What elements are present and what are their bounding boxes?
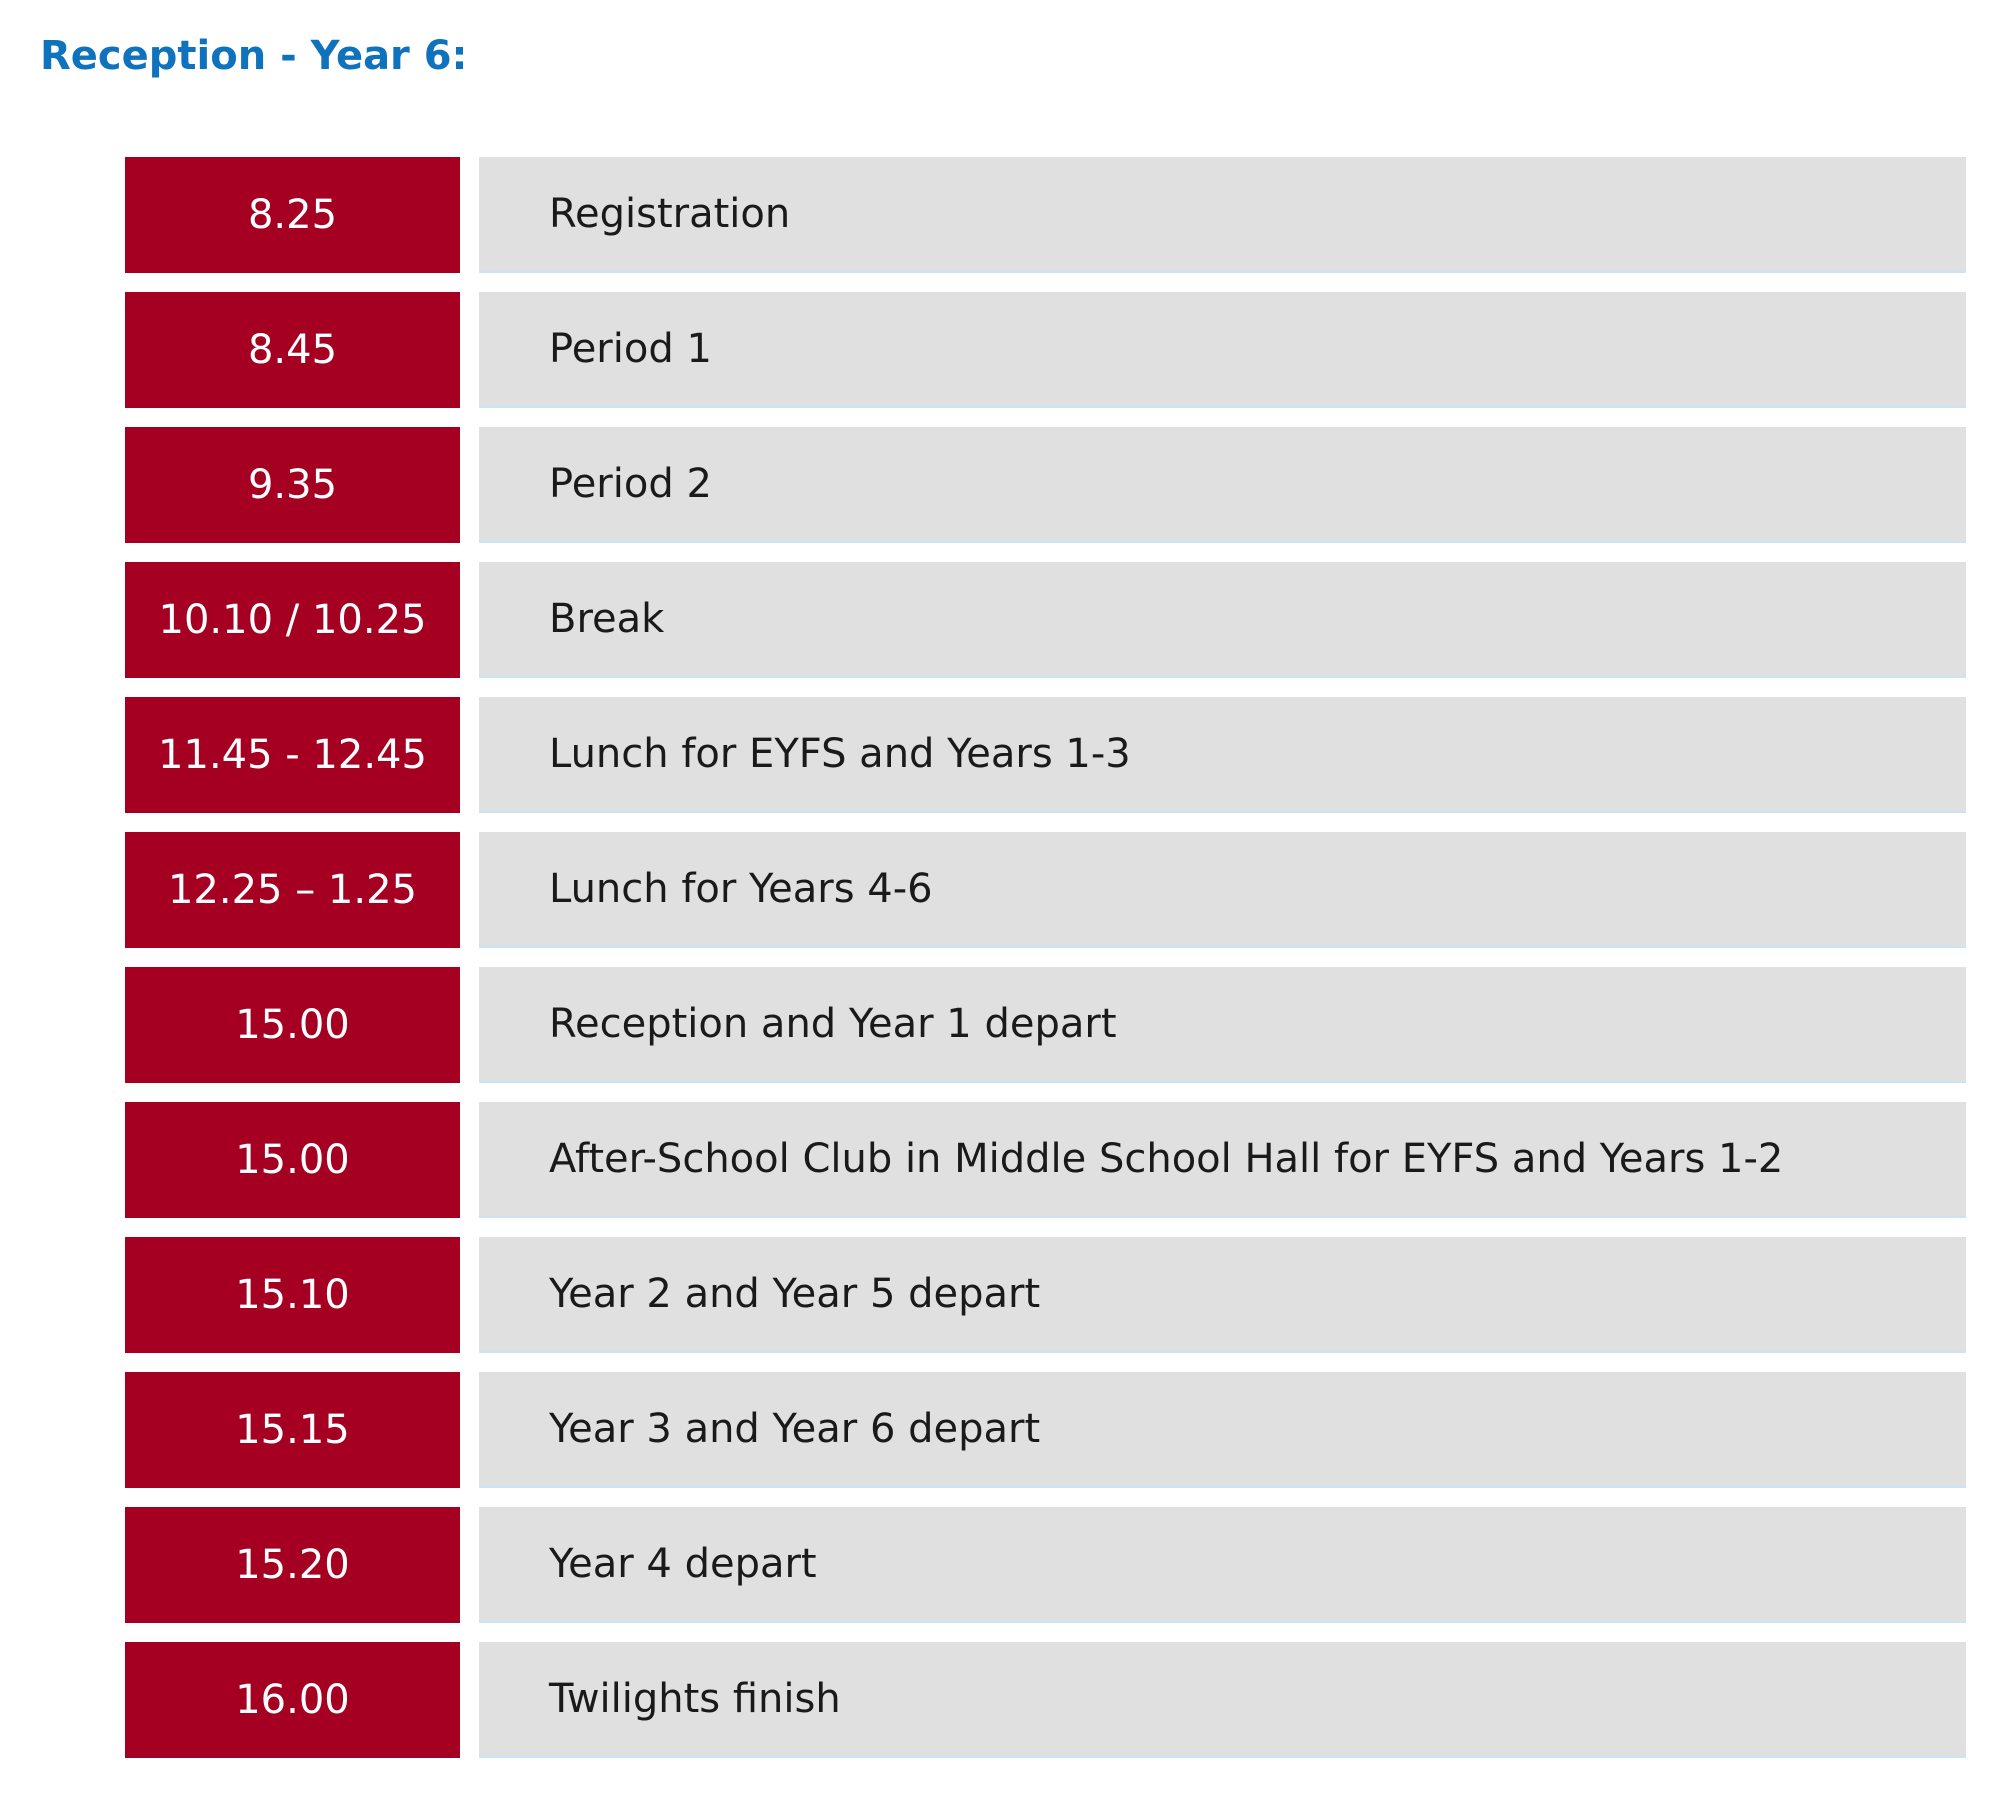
schedule-row: [125, 562, 1896, 678]
schedule-row: [125, 157, 1896, 273]
time-cell: 16.00: [125, 1642, 460, 1758]
schedule-row: [125, 967, 1896, 1083]
schedule-row: [125, 1102, 1896, 1218]
activity-cell: Break: [479, 562, 1966, 678]
time-cell: 8.25: [125, 157, 460, 273]
time-cell: 10.10 / 10.25: [125, 562, 460, 678]
activity-cell: Year 2 and Year 5 depart: [479, 1237, 1966, 1353]
schedule-row: [125, 1642, 1896, 1758]
activity-cell: Lunch for EYFS and Years 1-3: [479, 697, 1966, 813]
time-cell: 9.35: [125, 427, 460, 543]
activity-cell: Registration: [479, 157, 1966, 273]
activity-cell: Lunch for Years 4-6: [479, 832, 1966, 948]
schedule-row: [125, 832, 1896, 948]
time-cell: 12.25 – 1.25: [125, 832, 460, 948]
time-cell: 15.10: [125, 1237, 460, 1353]
time-cell: 15.20: [125, 1507, 460, 1623]
activity-cell: After-School Club in Middle School Hall for EYFS and Years 1-2: [479, 1102, 1966, 1218]
schedule-row: [125, 427, 1896, 543]
schedule-row: [125, 1372, 1896, 1488]
time-cell: 15.00: [125, 1102, 460, 1218]
activity-cell: Period 1: [479, 292, 1966, 408]
schedule-row: [125, 1507, 1896, 1623]
time-cell: 8.45: [125, 292, 460, 408]
activity-cell: Year 3 and Year 6 depart: [479, 1372, 1966, 1488]
activity-cell: Year 4 depart: [479, 1507, 1966, 1623]
time-cell: 11.45 - 12.45: [125, 697, 460, 813]
time-cell: 15.00: [125, 967, 460, 1083]
page-title: Reception - Year 6:: [40, 33, 468, 79]
schedule-row: [125, 1237, 1896, 1353]
activity-cell: Reception and Year 1 depart: [479, 967, 1966, 1083]
schedule-row: [125, 697, 1896, 813]
schedule-table: [125, 157, 1896, 1777]
activity-cell: Period 2: [479, 427, 1966, 543]
time-cell: 15.15: [125, 1372, 460, 1488]
activity-cell: Twilights finish: [479, 1642, 1966, 1758]
schedule-row: [125, 292, 1896, 408]
